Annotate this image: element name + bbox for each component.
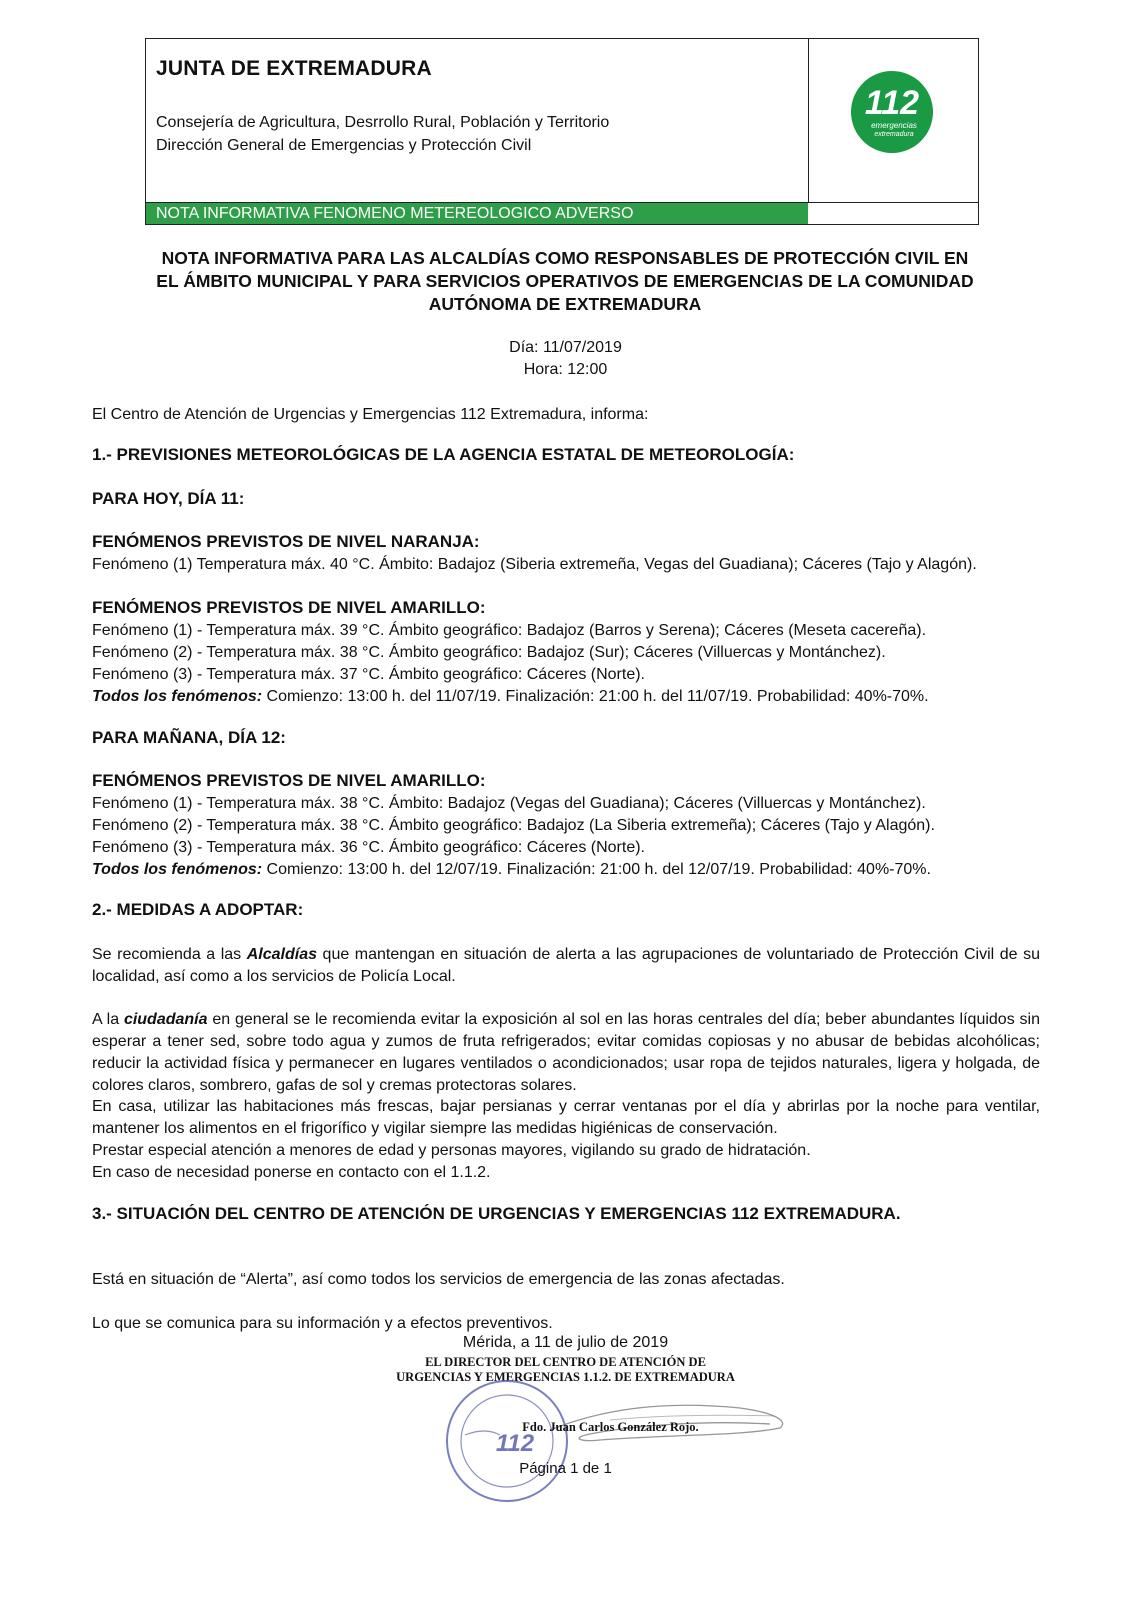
measures-paragraph-1 [92,944,1040,988]
today-heading: PARA HOY, DÍA 11: [92,489,245,508]
intro-text: El Centro de Atención de Urgencias y Emergencias 112 Extremadura, informa: [92,406,649,423]
header-text-area [146,39,809,202]
tomorrow-heading: PARA MAÑANA, DÍA 12: [92,728,286,747]
emphasis-alcaldias: Alcaldías [246,946,317,963]
text-run: A la [92,1011,124,1028]
today-yellow-item: Fenómeno (3) - Temperatura máx. 37 °C. Ámbito geográfico: Cáceres (Norte). [92,666,645,683]
all-phenomena-text: Comienzo: 13:00 h. del 12/07/19. Finalización: 21:00 h. del 12/07/19. Probabilidad: 40%-70%. [262,861,931,878]
header-banner [146,202,978,224]
all-phenomena-text: Comienzo: 13:00 h. del 11/07/19. Finalización: 21:00 h. del 11/07/19. Probabilidad: 40%-70%. [262,688,929,705]
svg-text:extremadura: extremadura [874,131,914,138]
tomorrow-yellow-heading: FENÓMENOS PREVISTOS DE NIVEL AMARILLO: [92,771,486,790]
measures-paragraph-4: Prestar especial atención a menores de edad y personas mayores, vigilando su grado de hidratación. [92,1142,811,1159]
all-phenomena-label: Todos los fenómenos: [92,688,263,705]
tomorrow-all-phenomena [92,859,931,881]
emergency-112-logo [850,70,934,154]
measures-paragraph-5: En caso de necesidad ponerse en contacto con el 1.1.2. [92,1164,491,1181]
tomorrow-yellow-item: Fenómeno (3) - Temperatura máx. 36 °C. Ámbito geográfico: Cáceres (Norte). [92,839,645,856]
section-2-heading: 2.- MEDIDAS A ADOPTAR: [92,900,304,919]
department-line-2: Dirección General de Emergencias y Protección Civil [156,137,532,154]
svg-text:emergencias: emergencias [871,121,917,130]
title-line: EL ÁMBITO MUNICIPAL Y PARA SERVICIOS OPERATIVOS DE EMERGENCIAS DE LA COMUNIDAD [156,271,974,291]
tomorrow-yellow-item: Fenómeno (1) - Temperatura máx. 38 °C. Ámbito: Badajoz (Vegas del Guadiana); Cáceres (Villuercas y Montánchez). [92,795,926,812]
today-all-phenomena [92,686,929,708]
department-line-1: Consejería de Agricultura, Desrrollo Rural, Población y Territorio [156,114,610,131]
measures-paragraph-2 [92,1009,1040,1097]
signature-place-date: Mérida, a 11 de julio de 2019 [462,1334,669,1351]
section-3-heading: 3.- SITUACIÓN DEL CENTRO DE ATENCIÓN DE URGENCIAS Y EMERGENCIAS 112 EXTREMADURA. [92,1204,901,1223]
date-day: Día: 11/07/2019 [509,339,622,356]
all-phenomena-label: Todos los fenómenos: [92,861,263,878]
today-yellow-item: Fenómeno (2) - Temperatura máx. 38 °C. Ámbito geográfico: Badajoz (Sur); Cáceres (Villuercas y Montánchez). [92,644,886,661]
text-run: que mantengan en situación de alerta a las agrupaciones de voluntariado de Protección Civil de su localidad, así como a los servicios de Policía Local. [92,946,1041,985]
title-line: NOTA INFORMATIVA PARA LAS ALCALDÍAS COMO RESPONSABLES DE PROTECCIÓN CIVIL EN [161,248,969,268]
page-number: Página 1 de 1 [519,1460,612,1477]
closing-text: Lo que se comunica para su información y a efectos preventivos. [92,1315,553,1332]
document-header [145,38,979,225]
today-yellow-heading: FENÓMENOS PREVISTOS DE NIVEL AMARILLO: [92,598,486,617]
date-block [0,337,1131,381]
signatory-name: Fdo. Juan Carlos González Rojo. [522,1420,699,1434]
section-3-text: Está en situación de “Alerta”, así como todos los servicios de emergencia de las zonas afectadas. [92,1271,785,1288]
banner-label: NOTA INFORMATIVA FENOMENO METEREOLOGICO ADVERSO [146,203,808,224]
svg-text:112: 112 [864,84,920,122]
section-1-heading: 1.- PREVISIONES METEOROLÓGICAS DE LA AGENCIA ESTATAL DE METEOROLOGÍA: [92,445,795,464]
text-run: en general se le recomienda evitar la exposición al sol en las horas centrales del día; beber abundantes líquidos sin esperar a tener sed, sobre todo agua y zumos de fruta refrigerados; evitar comidas copiosas y no abusar de bebidas alcohólicas; reducir la actividad física y permanecer en lugares ventilados o acondicionados; usar ropa de tejidos naturales, ligera y holgada, de colores claros, sombrero, gafas de sol y cremas protectoras solares. [92,1011,1040,1094]
svg-text:112: 112 [495,1430,535,1457]
tomorrow-yellow-item: Fenómeno (2) - Temperatura máx. 38 °C. Ámbito geográfico: Badajoz (La Siberia extremeña); Cáceres (Tajo y Alagón). [92,817,935,834]
today-orange-heading: FENÓMENOS PREVISTOS DE NIVEL NARANJA: [92,532,480,551]
signature-role-line-1: EL DIRECTOR DEL CENTRO DE ATENCIÓN DE [425,1355,706,1369]
date-hour: Hora: 12:00 [523,361,608,378]
emphasis-ciudadania: ciudadanía [123,1011,208,1028]
signature-role-line-2: URGENCIAS Y EMERGENCIAS 1.1.2. DE EXTREMADURA [396,1370,735,1384]
org-name: JUNTA DE EXTREMADURA [156,57,432,80]
measures-paragraph-3: En casa, utilizar las habitaciones más frescas, bajar persianas y cerrar ventanas por el día y abrirlas por la noche para ventilar, mantener los alimentos en el frigorífico y vigilar siempre las medidas higiénicas de conservación. [92,1098,1040,1137]
today-orange-item: Fenómeno (1) Temperatura máx. 40 °C. Ámbito: Badajoz (Siberia extremeña, Vegas del Guadiana); Cáceres (Tajo y Alagón). [92,556,977,573]
today-yellow-item: Fenómeno (1) - Temperatura máx. 39 °C. Ámbito geográfico: Badajoz (Barros y Serena); Cáceres (Meseta cacereña). [92,622,927,639]
title-line: AUTÓNOMA DE EXTREMADURA [428,294,702,314]
text-run: Se recomienda a las [92,946,247,963]
document-title [95,247,1035,316]
